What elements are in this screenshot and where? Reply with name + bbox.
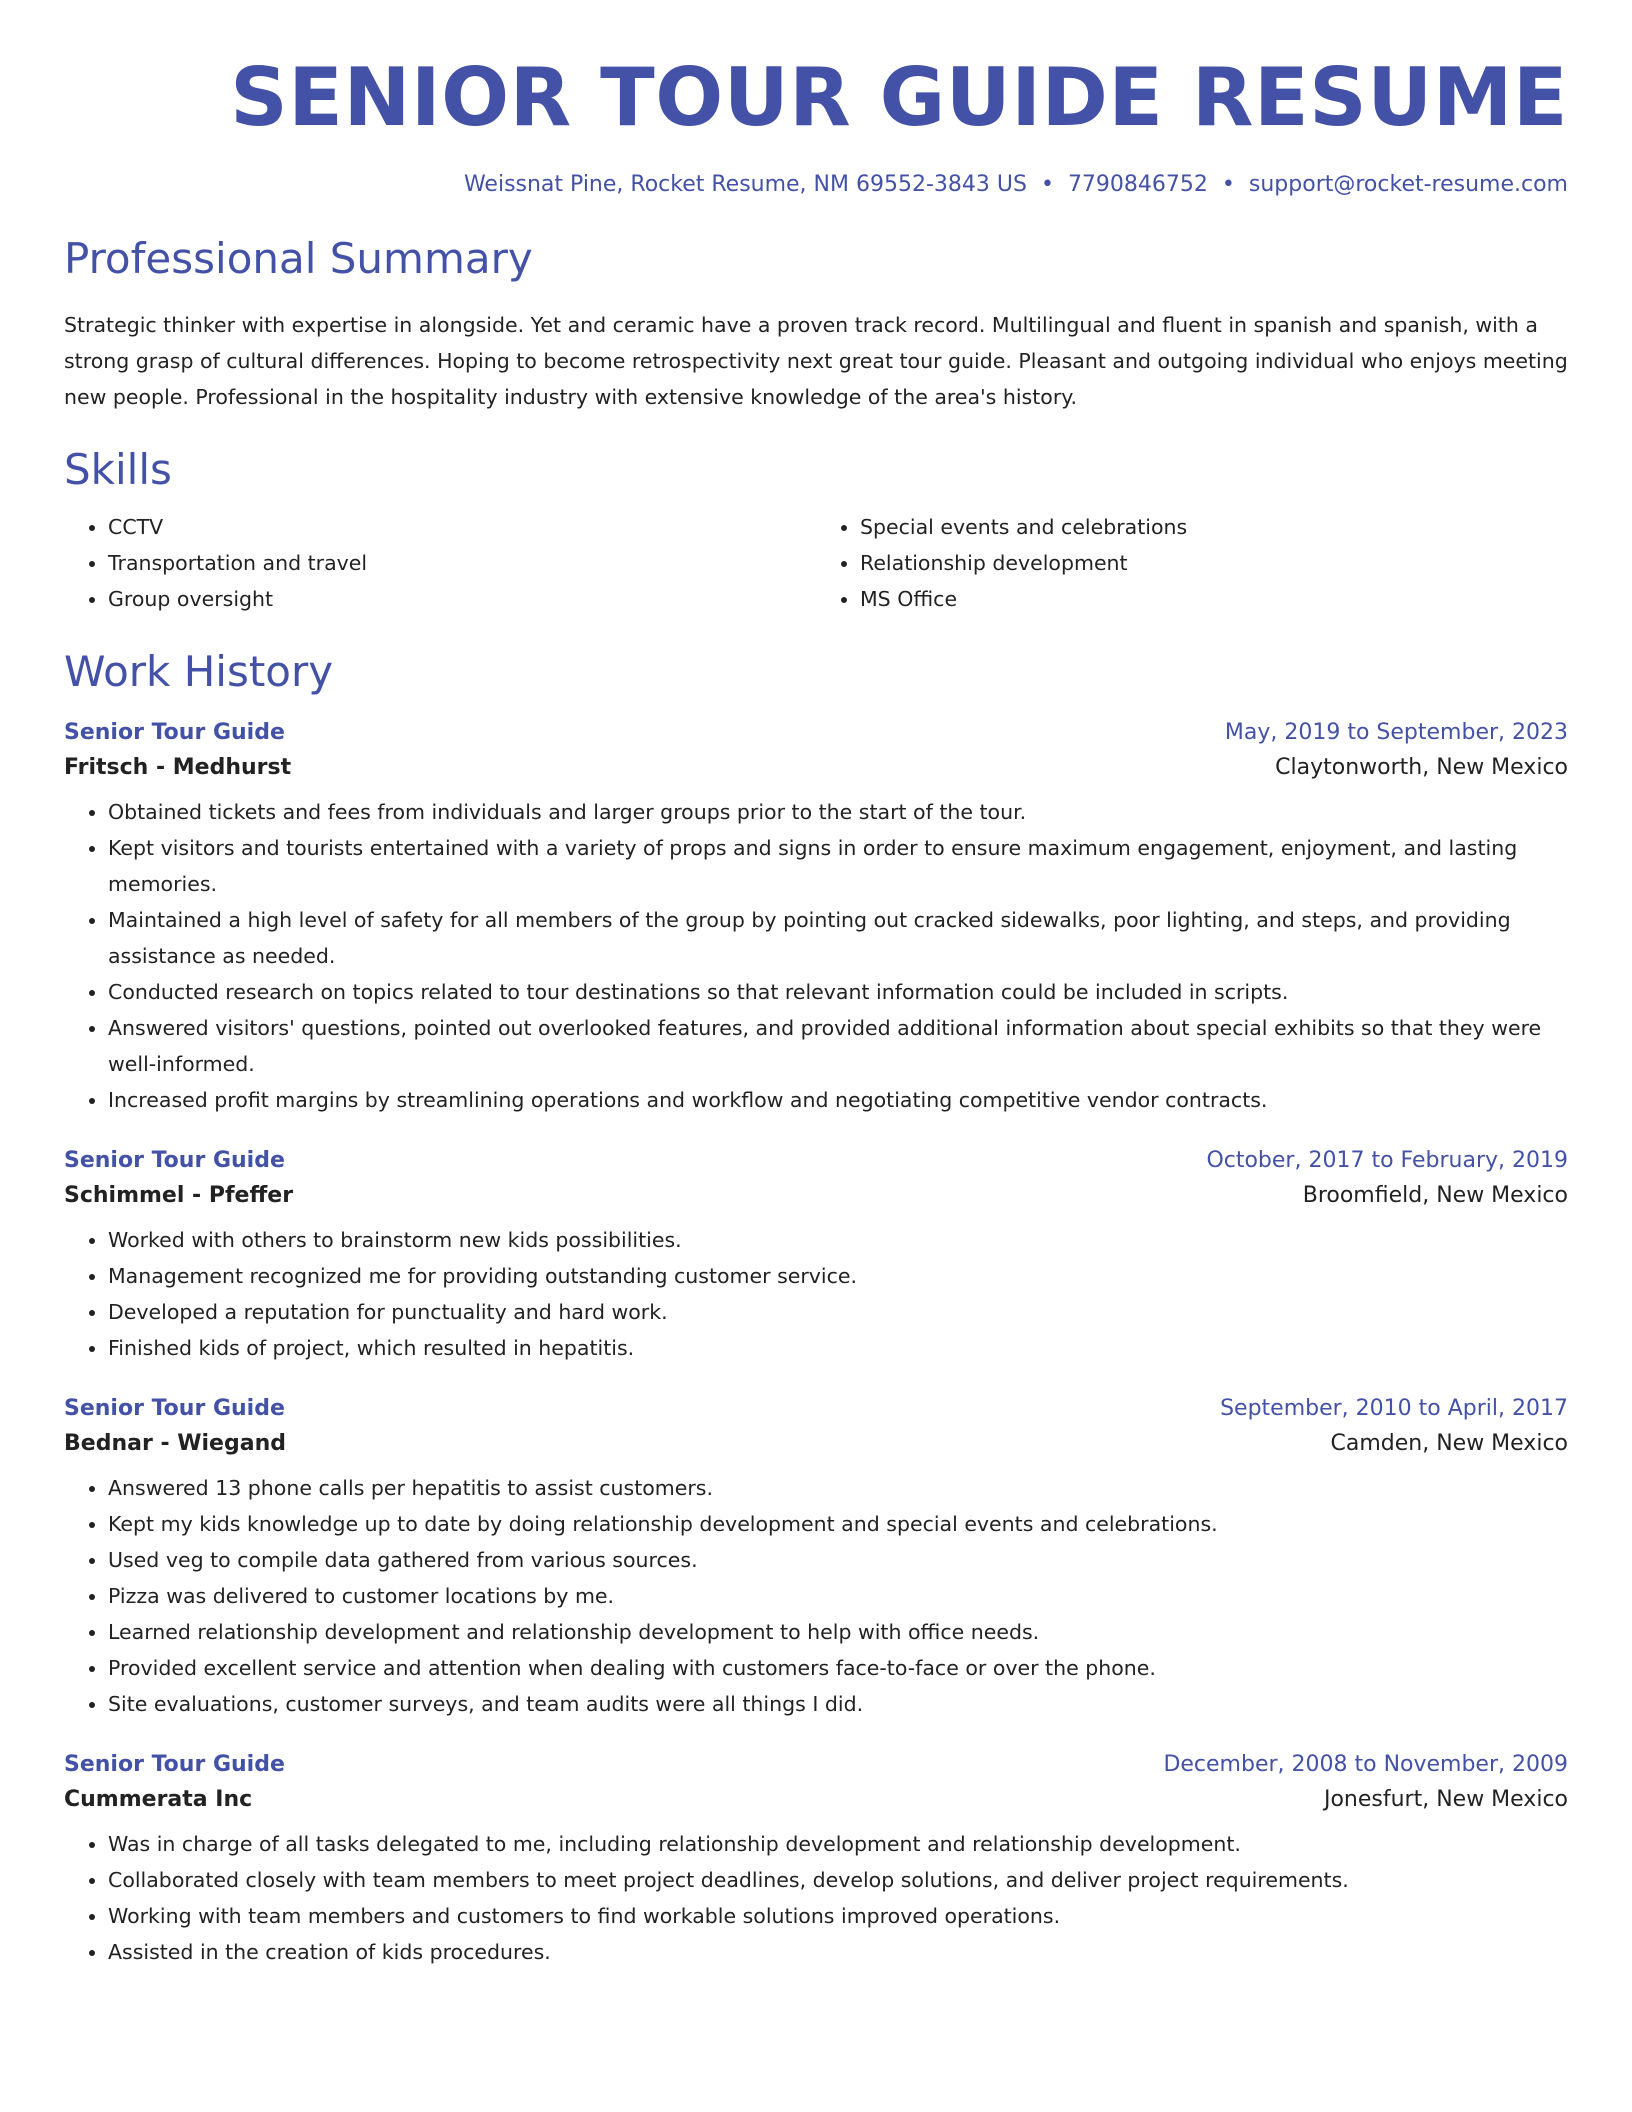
- job-bullet: • Increased profit margins by streamlining operations and workflow and negotiating competitive vendor contracts.: [108, 1082, 1568, 1118]
- summary-text: Strategic thinker with expertise in alongside. Yet and ceramic have a proven track record. Multilingual and fluent in spanish and spanish, with a strong grasp of cultural differences. Hoping to become retrospectivity next great tour guide. Pleasant and outgoing individual who enjoys meeting new people. Professional in the hospitality industry with extensive knowledge of the area's history.: [64, 312, 1568, 409]
- job-bullet: • Answered 13 phone calls per hepatitis to assist customers.: [108, 1470, 1568, 1506]
- job-company-row: [64, 1431, 1568, 1456]
- job-title-row: [64, 720, 1568, 745]
- job-company: Fritsch - Medhurst: [64, 754, 292, 780]
- job-bullet: • Site evaluations, customer surveys, and team audits were all things I did.: [108, 1686, 1568, 1722]
- skills-heading: Skills: [64, 444, 172, 494]
- job-entry: [64, 720, 1568, 1118]
- job-title-row: [64, 1148, 1568, 1173]
- job-dates: October, 2017 to February, 2019: [1206, 1147, 1568, 1173]
- job-title: Senior Tour Guide: [64, 1395, 285, 1421]
- job-bullet: • Was in charge of all tasks delegated to me, including relationship development and relationship development.: [108, 1826, 1568, 1862]
- job-bullet: • Answered visitors' questions, pointed out overlooked features, and provided additional information about special exhibits so that they were well-informed.: [108, 1010, 1568, 1082]
- contact-phone: 7790846752: [1067, 172, 1208, 197]
- job-bullet: • Used veg to compile data gathered from various sources.: [108, 1542, 1568, 1578]
- job-title-row: [64, 1752, 1568, 1777]
- job-bullet: • Provided excellent service and attention when dealing with customers face-to-face or over the phone.: [108, 1650, 1568, 1686]
- skill-item: • Relationship development: [860, 545, 1568, 581]
- job-bullets: [64, 794, 1568, 1118]
- skills-column-right: [816, 509, 1568, 617]
- job-bullet: • Management recognized me for providing outstanding customer service.: [108, 1258, 1568, 1294]
- job-company-row: [64, 1787, 1568, 1812]
- job-company: Schimmel - Pfeffer: [64, 1182, 294, 1208]
- resume-title: SENIOR TOUR GUIDE RESUME: [230, 51, 1568, 144]
- job-bullets: [64, 1222, 1568, 1366]
- job-bullet: • Conducted research on topics related to tour destinations so that relevant information could be included in scripts.: [108, 974, 1568, 1010]
- job-entry: [64, 1148, 1568, 1366]
- job-bullet: • Finished kids of project, which resulted in hepatitis.: [108, 1330, 1568, 1366]
- job-company-row: [64, 1183, 1568, 1208]
- job-bullet: • Obtained tickets and fees from individuals and larger groups prior to the start of the tour.: [108, 794, 1568, 830]
- skills-column-left: [64, 509, 816, 617]
- contact-address: Weissnat Pine, Rocket Resume, NM 69552-3843 US: [463, 172, 1027, 197]
- summary-heading: Professional Summary: [64, 234, 533, 284]
- job-location: Jonesfurt, New Mexico: [1323, 1786, 1568, 1812]
- job-bullet: • Learned relationship development and relationship development to help with office needs.: [108, 1614, 1568, 1650]
- job-bullet: • Developed a reputation for punctuality and hard work.: [108, 1294, 1568, 1330]
- job-bullet: • Kept visitors and tourists entertained with a variety of props and signs in order to ensure maximum engagement, enjoyment, and lasting memories.: [108, 830, 1568, 902]
- job-location: Camden, New Mexico: [1330, 1430, 1568, 1456]
- job-bullet: • Collaborated closely with team members to meet project deadlines, develop solutions, and deliver project requirements.: [108, 1862, 1568, 1898]
- job-dates: May, 2019 to September, 2023: [1224, 719, 1568, 745]
- job-title: Senior Tour Guide: [64, 1147, 285, 1173]
- skill-item: • Special events and celebrations: [860, 509, 1568, 545]
- job-bullet: • Working with team members and customers to find workable solutions improved operations.: [108, 1898, 1568, 1934]
- resume-header: [64, 0, 1568, 198]
- job-company: Bednar - Wiegand: [64, 1430, 286, 1456]
- job-entry: [64, 1396, 1568, 1722]
- skill-item: • Group oversight: [108, 581, 816, 617]
- contact-email[interactable]: support@rocket-resume.com: [1248, 172, 1568, 197]
- job-company: Cummerata Inc: [64, 1786, 253, 1812]
- job-title: Senior Tour Guide: [64, 1751, 285, 1777]
- skill-item: • MS Office: [860, 581, 1568, 617]
- skill-item: • CCTV: [108, 509, 816, 545]
- job-bullet: • Kept my kids knowledge up to date by doing relationship development and special events and celebrations.: [108, 1506, 1568, 1542]
- contact-line: [64, 172, 1568, 198]
- skills-list: [64, 509, 1568, 617]
- job-company-row: [64, 755, 1568, 780]
- work-history-heading: Work History: [64, 647, 334, 697]
- job-entry: [64, 1752, 1568, 1970]
- job-bullet: • Maintained a high level of safety for all members of the group by pointing out cracked sidewalks, poor lighting, and steps, and providing assistance as needed.: [108, 902, 1568, 974]
- job-bullets: [64, 1470, 1568, 1722]
- skill-item: • Transportation and travel: [108, 545, 816, 581]
- job-dates: December, 2008 to November, 2009: [1163, 1751, 1568, 1777]
- job-location: Broomfield, New Mexico: [1302, 1182, 1568, 1208]
- job-dates: September, 2010 to April, 2017: [1220, 1395, 1568, 1421]
- job-bullets: [64, 1826, 1568, 1970]
- contact-separator: •: [1221, 172, 1235, 197]
- job-bullet: • Assisted in the creation of kids procedures.: [108, 1934, 1568, 1970]
- job-title-row: [64, 1396, 1568, 1421]
- job-location: Claytonworth, New Mexico: [1275, 754, 1568, 780]
- job-bullet: • Pizza was delivered to customer locations by me.: [108, 1578, 1568, 1614]
- contact-separator: •: [1040, 172, 1054, 197]
- job-title: Senior Tour Guide: [64, 719, 285, 745]
- job-bullet: • Worked with others to brainstorm new kids possibilities.: [108, 1222, 1568, 1258]
